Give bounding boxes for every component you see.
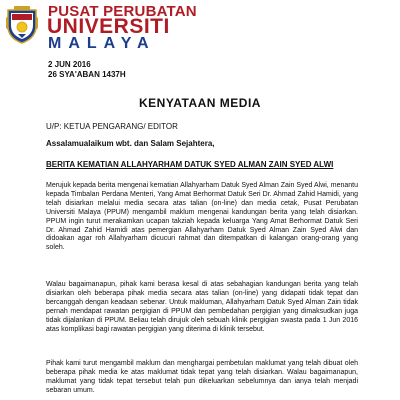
subject-heading: BERITA KEMATIAN ALLAHYARHAM DATUK SYED ALMAN ZAIN SYED ALWI — [46, 160, 334, 169]
body-paragraph-3: Pihak kami turut mengambil maklum dan menghargai pembetulan maklumat yang telah dibuat oleh beberapa pihak media ke atas maklumat tidak tepat yang telah disiarkan. Walau bagaimanapun, maklumat yang tidak tepat tersebut telah pun dikeluarkan sebelumnya dan ianya telah menjadi sebaran umum. — [46, 360, 358, 394]
recipient-line: U/P: KETUA PENGARANG/ EDITOR — [46, 122, 178, 131]
org-name-line3: MALAYA — [48, 35, 156, 52]
greeting-line: Assalamualaikum wbt. dan Salam Sejahtera, — [46, 139, 215, 148]
letterhead — [0, 0, 400, 52]
org-name-line2: UNIVERSITI — [47, 15, 170, 38]
university-crest-icon — [4, 4, 40, 44]
body-paragraph-2: Walau bagaimanapun, pihak kami berasa kesal di atas sebahagian kandungan berita yang telah disiarkan oleh beberapa pihak media secara atas talian (on-line) yang didapati tidak tepat dan bercanggah dengan keadaan sebenar. Untuk makluman, Allahyarham Datuk Syed Alman Zain tidak pernah mendapat rawatan pergigian di PPUM dan pembedahan pergigian yang dimaksudkan juga tidak dijalankan di PPUM. Beliau telah dirujuk oleh sebuah klinik pergigian swasta pada 1 Jun 2016 atas komplikasi bagi rawatan pergigian yang diterima di klinik tersebut. — [46, 281, 358, 333]
date-hijri: 26 SYA'ABAN 1437H — [48, 70, 126, 79]
body-paragraph-1: Merujuk kepada berita mengenai kematian Allahyarham Datuk Syed Alman Zain Syed Alwi, menantu kepada Timbalan Perdana Menteri, Yang Amat Berhormat Datuk Seri Dr. Ahmad Zahid Hamidi, yang telah disiarkan melalui media secara atas talian (on-line) dan media cetak, Pusat Perubatan Universiti Malaya (PPUM) mengambil maklum mengenai kandungan berita yang telah disiarkan. PPUM ingin turut merakamkan ucapan takziah kepada keluarga Yang Amat Berhormat Datuk Seri Dr. Ahmad Zahid Hamidi atas pemergian Allahyarham Datuk Syed Alman Zain Syed Alwi dan didoakan agar roh Allahyarham dicucuri rahmat dan ditempatkan di kalangan orang-orang yang soleh. — [46, 182, 358, 252]
org-name-line1: PUSAT PERUBATAN — [48, 3, 197, 20]
document-title: KENYATAAN MEDIA — [139, 96, 261, 110]
date-gregorian: 2 JUN 2016 — [48, 60, 91, 69]
